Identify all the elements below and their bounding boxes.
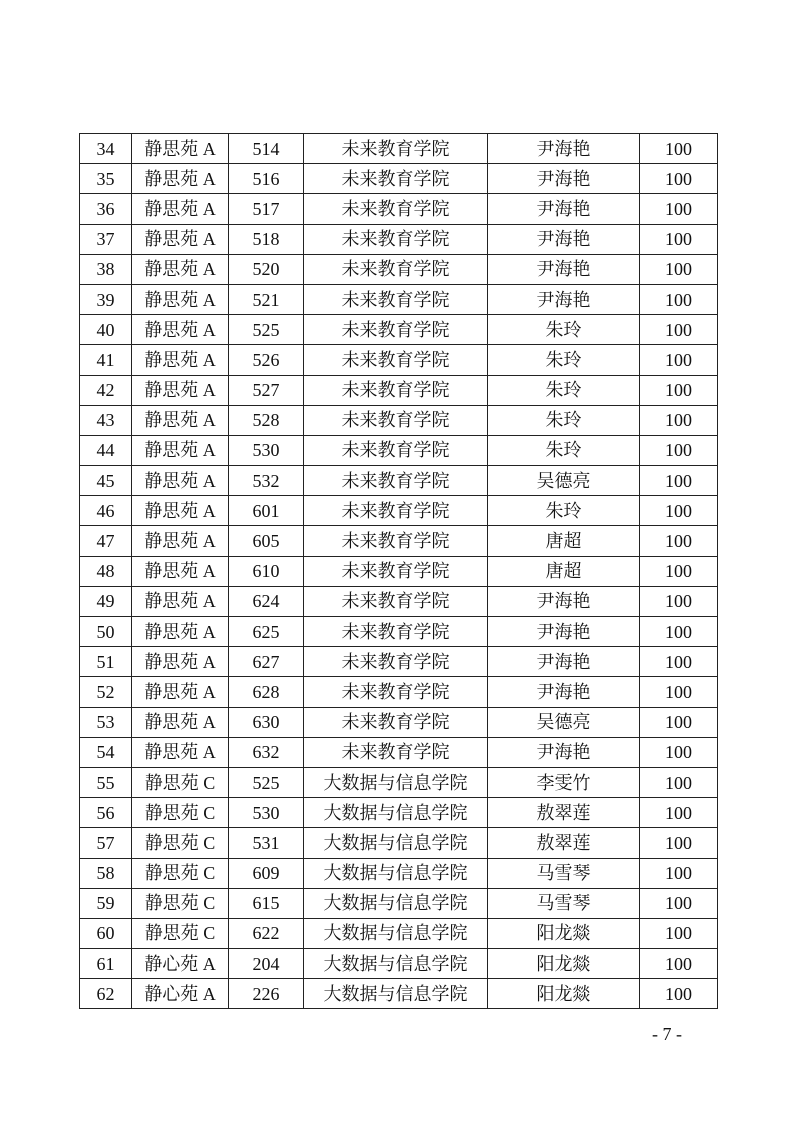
table-row — [80, 526, 718, 556]
room-number-cell: 530 — [229, 798, 304, 828]
table-row — [80, 586, 718, 616]
counselor-cell: 朱玲 — [488, 315, 640, 345]
row-index-cell: 35 — [80, 164, 132, 194]
building-cell: 静思苑 A — [132, 647, 229, 677]
college-cell: 未来教育学院 — [304, 556, 488, 586]
table-row — [80, 556, 718, 586]
counselor-cell: 尹海艳 — [488, 677, 640, 707]
college-cell: 未来教育学院 — [304, 194, 488, 224]
table-row — [80, 254, 718, 284]
counselor-cell: 吴德亮 — [488, 466, 640, 496]
building-cell: 静思苑 C — [132, 828, 229, 858]
row-index-cell: 34 — [80, 134, 132, 164]
counselor-cell: 朱玲 — [488, 435, 640, 465]
table-row — [80, 194, 718, 224]
score-cell: 100 — [640, 284, 718, 314]
counselor-cell: 尹海艳 — [488, 617, 640, 647]
building-cell: 静思苑 A — [132, 315, 229, 345]
score-cell: 100 — [640, 134, 718, 164]
room-number-cell: 632 — [229, 737, 304, 767]
table-row — [80, 134, 718, 164]
counselor-cell: 尹海艳 — [488, 737, 640, 767]
building-cell: 静思苑 C — [132, 918, 229, 948]
row-index-cell: 53 — [80, 707, 132, 737]
row-index-cell: 42 — [80, 375, 132, 405]
room-number-cell: 625 — [229, 617, 304, 647]
counselor-cell: 阳龙燚 — [488, 949, 640, 979]
table-row — [80, 979, 718, 1009]
building-cell: 静思苑 A — [132, 496, 229, 526]
score-cell: 100 — [640, 918, 718, 948]
row-index-cell: 52 — [80, 677, 132, 707]
college-cell: 未来教育学院 — [304, 707, 488, 737]
counselor-cell: 阳龙燚 — [488, 979, 640, 1009]
building-cell: 静心苑 A — [132, 979, 229, 1009]
score-cell: 100 — [640, 466, 718, 496]
counselor-cell: 吴德亮 — [488, 707, 640, 737]
building-cell: 静思苑 A — [132, 254, 229, 284]
building-cell: 静思苑 A — [132, 134, 229, 164]
room-number-cell: 226 — [229, 979, 304, 1009]
college-cell: 未来教育学院 — [304, 496, 488, 526]
counselor-cell: 尹海艳 — [488, 647, 640, 677]
row-index-cell: 50 — [80, 617, 132, 647]
room-number-cell: 514 — [229, 134, 304, 164]
row-index-cell: 55 — [80, 767, 132, 797]
score-cell: 100 — [640, 405, 718, 435]
college-cell: 未来教育学院 — [304, 466, 488, 496]
building-cell: 静思苑 A — [132, 405, 229, 435]
score-cell: 100 — [640, 194, 718, 224]
college-cell: 未来教育学院 — [304, 737, 488, 767]
row-index-cell: 57 — [80, 828, 132, 858]
counselor-cell: 敖翠莲 — [488, 828, 640, 858]
table-row — [80, 767, 718, 797]
row-index-cell: 54 — [80, 737, 132, 767]
room-number-cell: 610 — [229, 556, 304, 586]
counselor-cell: 尹海艳 — [488, 164, 640, 194]
college-cell: 大数据与信息学院 — [304, 828, 488, 858]
building-cell: 静思苑 A — [132, 707, 229, 737]
table-row — [80, 284, 718, 314]
room-number-cell: 605 — [229, 526, 304, 556]
college-cell: 未来教育学院 — [304, 284, 488, 314]
room-number-cell: 517 — [229, 194, 304, 224]
college-cell: 未来教育学院 — [304, 254, 488, 284]
room-number-cell: 521 — [229, 284, 304, 314]
row-index-cell: 56 — [80, 798, 132, 828]
college-cell: 未来教育学院 — [304, 617, 488, 647]
score-cell: 100 — [640, 375, 718, 405]
counselor-cell: 朱玲 — [488, 375, 640, 405]
college-cell: 大数据与信息学院 — [304, 949, 488, 979]
room-number-cell: 525 — [229, 315, 304, 345]
building-cell: 静心苑 A — [132, 949, 229, 979]
college-cell: 未来教育学院 — [304, 647, 488, 677]
building-cell: 静思苑 C — [132, 767, 229, 797]
building-cell: 静思苑 A — [132, 677, 229, 707]
row-index-cell: 49 — [80, 586, 132, 616]
score-cell: 100 — [640, 647, 718, 677]
counselor-cell: 尹海艳 — [488, 194, 640, 224]
college-cell: 未来教育学院 — [304, 164, 488, 194]
row-index-cell: 44 — [80, 435, 132, 465]
counselor-cell: 马雪琴 — [488, 888, 640, 918]
row-index-cell: 47 — [80, 526, 132, 556]
counselor-cell: 马雪琴 — [488, 858, 640, 888]
college-cell: 未来教育学院 — [304, 677, 488, 707]
table-row — [80, 647, 718, 677]
college-cell: 大数据与信息学院 — [304, 918, 488, 948]
room-number-cell: 518 — [229, 224, 304, 254]
score-cell: 100 — [640, 858, 718, 888]
table-row — [80, 405, 718, 435]
college-cell: 未来教育学院 — [304, 345, 488, 375]
row-index-cell: 43 — [80, 405, 132, 435]
table-row — [80, 435, 718, 465]
score-cell: 100 — [640, 254, 718, 284]
building-cell: 静思苑 C — [132, 858, 229, 888]
row-index-cell: 59 — [80, 888, 132, 918]
counselor-cell: 尹海艳 — [488, 254, 640, 284]
building-cell: 静思苑 A — [132, 224, 229, 254]
counselor-cell: 唐超 — [488, 556, 640, 586]
room-number-cell: 530 — [229, 435, 304, 465]
room-number-cell: 520 — [229, 254, 304, 284]
page-number: - 7 - — [652, 1024, 682, 1044]
room-number-cell: 531 — [229, 828, 304, 858]
row-index-cell: 58 — [80, 858, 132, 888]
counselor-cell: 唐超 — [488, 526, 640, 556]
room-number-cell: 516 — [229, 164, 304, 194]
score-cell: 100 — [640, 677, 718, 707]
counselor-cell: 朱玲 — [488, 345, 640, 375]
row-index-cell: 40 — [80, 315, 132, 345]
table-row — [80, 707, 718, 737]
row-index-cell: 37 — [80, 224, 132, 254]
building-cell: 静思苑 A — [132, 435, 229, 465]
table-row — [80, 375, 718, 405]
room-number-cell: 627 — [229, 647, 304, 677]
row-index-cell: 51 — [80, 647, 132, 677]
counselor-cell: 朱玲 — [488, 496, 640, 526]
college-cell: 未来教育学院 — [304, 134, 488, 164]
college-cell: 大数据与信息学院 — [304, 979, 488, 1009]
score-cell: 100 — [640, 888, 718, 918]
score-cell: 100 — [640, 556, 718, 586]
room-number-cell: 609 — [229, 858, 304, 888]
college-cell: 大数据与信息学院 — [304, 798, 488, 828]
counselor-cell: 尹海艳 — [488, 586, 640, 616]
score-cell: 100 — [640, 224, 718, 254]
row-index-cell: 61 — [80, 949, 132, 979]
row-index-cell: 36 — [80, 194, 132, 224]
building-cell: 静思苑 A — [132, 345, 229, 375]
score-cell: 100 — [640, 828, 718, 858]
college-cell: 未来教育学院 — [304, 405, 488, 435]
table-row — [80, 315, 718, 345]
building-cell: 静思苑 A — [132, 737, 229, 767]
building-cell: 静思苑 A — [132, 466, 229, 496]
score-cell: 100 — [640, 767, 718, 797]
table-row — [80, 949, 718, 979]
room-number-cell: 628 — [229, 677, 304, 707]
table-row — [80, 164, 718, 194]
score-cell: 100 — [640, 315, 718, 345]
room-number-cell: 528 — [229, 405, 304, 435]
college-cell: 大数据与信息学院 — [304, 858, 488, 888]
building-cell: 静思苑 A — [132, 617, 229, 647]
table-row — [80, 466, 718, 496]
college-cell: 未来教育学院 — [304, 315, 488, 345]
college-cell: 未来教育学院 — [304, 375, 488, 405]
table-row — [80, 858, 718, 888]
building-cell: 静思苑 A — [132, 194, 229, 224]
building-cell: 静思苑 C — [132, 888, 229, 918]
building-cell: 静思苑 A — [132, 586, 229, 616]
table-row — [80, 345, 718, 375]
college-cell: 未来教育学院 — [304, 586, 488, 616]
counselor-cell: 李雯竹 — [488, 767, 640, 797]
table-row — [80, 224, 718, 254]
room-number-cell: 526 — [229, 345, 304, 375]
college-cell: 大数据与信息学院 — [304, 767, 488, 797]
score-cell: 100 — [640, 586, 718, 616]
table-row — [80, 828, 718, 858]
row-index-cell: 60 — [80, 918, 132, 948]
row-index-cell: 41 — [80, 345, 132, 375]
row-index-cell: 38 — [80, 254, 132, 284]
room-number-cell: 624 — [229, 586, 304, 616]
room-number-cell: 615 — [229, 888, 304, 918]
table-row — [80, 677, 718, 707]
table-row — [80, 496, 718, 526]
college-cell: 未来教育学院 — [304, 435, 488, 465]
building-cell: 静思苑 A — [132, 556, 229, 586]
table-row — [80, 918, 718, 948]
score-cell: 100 — [640, 496, 718, 526]
score-cell: 100 — [640, 707, 718, 737]
score-cell: 100 — [640, 164, 718, 194]
building-cell: 静思苑 A — [132, 164, 229, 194]
building-cell: 静思苑 A — [132, 526, 229, 556]
score-cell: 100 — [640, 979, 718, 1009]
score-cell: 100 — [640, 737, 718, 767]
room-number-cell: 532 — [229, 466, 304, 496]
score-cell: 100 — [640, 949, 718, 979]
row-index-cell: 62 — [80, 979, 132, 1009]
counselor-cell: 尹海艳 — [488, 284, 640, 314]
counselor-cell: 尹海艳 — [488, 134, 640, 164]
building-cell: 静思苑 A — [132, 375, 229, 405]
table-row — [80, 617, 718, 647]
row-index-cell: 45 — [80, 466, 132, 496]
score-cell: 100 — [640, 345, 718, 375]
table-row — [80, 798, 718, 828]
room-number-cell: 601 — [229, 496, 304, 526]
room-number-cell: 204 — [229, 949, 304, 979]
row-index-cell: 46 — [80, 496, 132, 526]
table-row — [80, 888, 718, 918]
building-cell: 静思苑 A — [132, 284, 229, 314]
room-number-cell: 527 — [229, 375, 304, 405]
room-number-cell: 525 — [229, 767, 304, 797]
college-cell: 未来教育学院 — [304, 224, 488, 254]
row-index-cell: 48 — [80, 556, 132, 586]
counselor-cell: 朱玲 — [488, 405, 640, 435]
counselor-cell: 尹海艳 — [488, 224, 640, 254]
score-cell: 100 — [640, 526, 718, 556]
score-cell: 100 — [640, 798, 718, 828]
room-number-cell: 630 — [229, 707, 304, 737]
college-cell: 大数据与信息学院 — [304, 888, 488, 918]
score-cell: 100 — [640, 435, 718, 465]
table-body — [80, 134, 718, 1009]
building-cell: 静思苑 C — [132, 798, 229, 828]
college-cell: 未来教育学院 — [304, 526, 488, 556]
dormitory-score-table — [79, 133, 718, 1009]
table-row — [80, 737, 718, 767]
row-index-cell: 39 — [80, 284, 132, 314]
room-number-cell: 622 — [229, 918, 304, 948]
counselor-cell: 敖翠莲 — [488, 798, 640, 828]
counselor-cell: 阳龙燚 — [488, 918, 640, 948]
score-cell: 100 — [640, 617, 718, 647]
